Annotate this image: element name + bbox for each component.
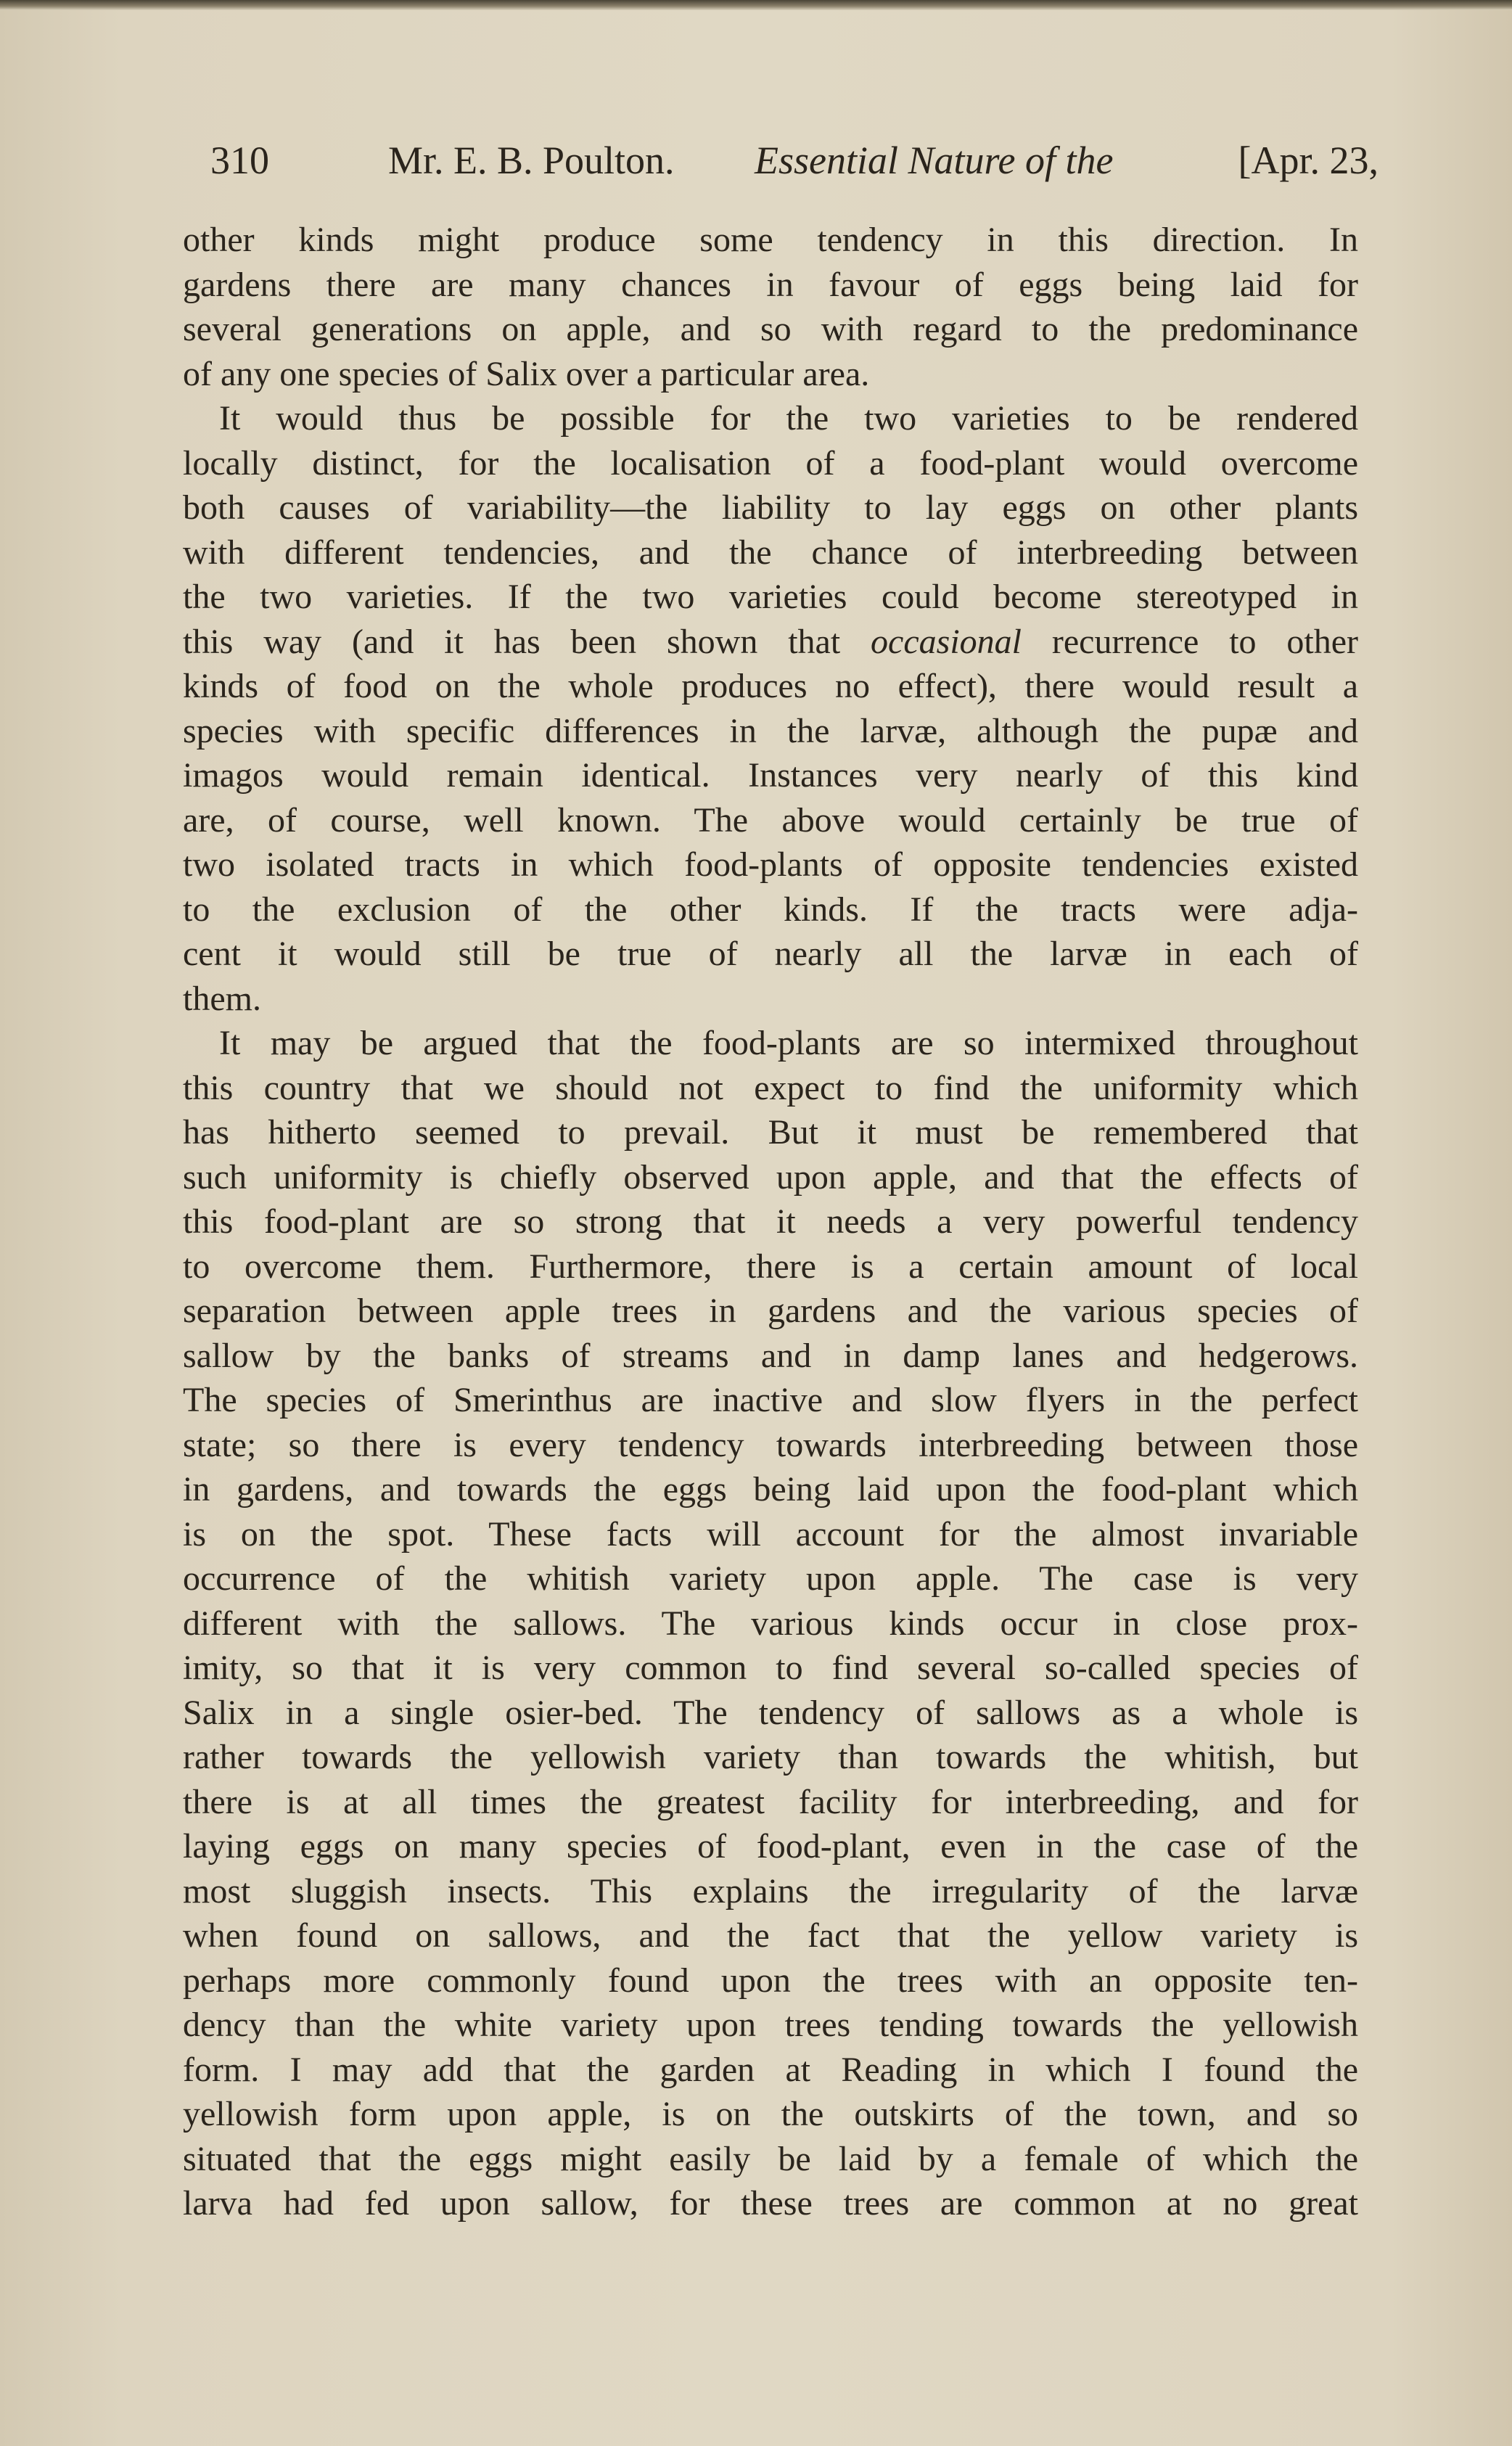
text-line: there is at all times the greatest facility for interbreeding, and for xyxy=(183,1782,1358,1821)
text-line: to overcome them. Furthermore, there is a certain amount of local xyxy=(183,1247,1358,1286)
text-line: two isolated tracts in which food-plants of opposite tendencies existed xyxy=(183,845,1358,884)
body-text xyxy=(183,218,1358,2226)
text-fragment: recurrence to other xyxy=(1051,622,1358,661)
text-line: state; so there is every tendency towards interbreeding between those xyxy=(183,1425,1358,1464)
text-line: sallow by the banks of streams and in damp lanes and hedgerows. xyxy=(183,1336,1358,1375)
text-line: separation between apple trees in gardens and the various species of xyxy=(183,1292,1358,1330)
text-line: perhaps more commonly found upon the trees with an opposite ten- xyxy=(183,1961,1358,2000)
text-line: occurrence of the whitish variety upon apple. The case is very xyxy=(183,1559,1358,1598)
text-line: several generations on apple, and so with regard to the predominance xyxy=(183,310,1358,348)
page-number: 310 xyxy=(210,139,269,182)
text-line: locally distinct, for the localisation of a food-plant would overcome xyxy=(183,443,1358,483)
text-fragment: this way (and it has been shown that xyxy=(183,622,841,661)
header-author: Mr. E. B. Poulton. xyxy=(388,139,675,182)
italic-word: occasional xyxy=(871,622,1022,661)
text-line: rather towards the yellowish variety than towards the whitish, but xyxy=(183,1738,1358,1776)
text-line: larva had fed upon sallow, for these trees are common at no great xyxy=(183,2184,1358,2223)
paragraph-start-line: It would thus be possible for the two varieties to be rendered xyxy=(219,399,1358,438)
header-date: [Apr. 23, xyxy=(1238,139,1379,182)
text-line: gardens there are many chances in favour of eggs being laid for xyxy=(183,265,1358,304)
text-line: when found on sallows, and the fact that the yellow variety is xyxy=(183,1916,1358,1955)
paragraph-start-line: It may be argued that the food-plants are so intermixed throughout xyxy=(219,1024,1358,1062)
text-line-with-italic xyxy=(183,620,1358,665)
text-line: of any one species of Salix over a particular area. xyxy=(183,354,870,393)
text-line: cent it would still be true of nearly all the larvæ in each of xyxy=(183,935,1358,973)
text-line: yellowish form upon apple, is on the outskirts of the town, and so xyxy=(183,2095,1358,2133)
text-line: species with specific differences in the larvæ, although the pupæ and xyxy=(183,711,1358,750)
text-line: imagos would remain identical. Instances very nearly of this kind xyxy=(183,756,1358,795)
text-line: Salix in a single osier-bed. The tendency of sallows as a whole is xyxy=(183,1693,1358,1732)
text-line: dency than the white variety upon trees tending towards the yellowish xyxy=(183,2006,1358,2044)
page-top-edge xyxy=(0,0,1512,10)
text-line: such uniformity is chiefly observed upon apple, and that the effects of xyxy=(183,1157,1358,1197)
text-line: them. xyxy=(183,979,261,1018)
text-line: this food-plant are so strong that it needs a very powerful tendency xyxy=(183,1202,1358,1241)
text-line: with different tendencies, and the chance of interbreeding between xyxy=(183,533,1358,572)
text-line: are, of course, well known. The above would certainly be true of xyxy=(183,800,1358,840)
running-header xyxy=(210,138,1379,196)
text-line: other kinds might produce some tendency in this direction. In xyxy=(183,221,1358,259)
text-line: in gardens, and towards the eggs being laid upon the food-plant which xyxy=(183,1470,1358,1509)
text-line: imity, so that it is very common to find several so-called species of xyxy=(183,1649,1358,1687)
text-line: has hitherto seemed to prevail. But it must be remembered that xyxy=(183,1113,1358,1152)
text-line: both causes of variability—the liability to lay eggs on other plants xyxy=(183,488,1358,527)
text-line: laying eggs on many species of food-plant, even in the case of the xyxy=(183,1827,1358,1866)
text-line: form. I may add that the garden at Reading in which I found the xyxy=(183,2050,1358,2089)
text-line: this country that we should not expect to find the uniformity which xyxy=(183,1068,1358,1107)
text-line: The species of Smerinthus are inactive and slow flyers in the perfect xyxy=(183,1381,1358,1419)
text-line: different with the sallows. The various kinds occur in close prox- xyxy=(183,1604,1358,1643)
header-title: Essential Nature of the xyxy=(755,139,1114,182)
text-line: situated that the eggs might easily be laid by a female of which the xyxy=(183,2139,1358,2178)
text-line: most sluggish insects. This explains the irregularity of the larvæ xyxy=(183,1871,1358,1911)
text-line: is on the spot. These facts will account for the almost invariable xyxy=(183,1514,1358,1554)
text-line: the two varieties. If the two varieties could become stereotyped in xyxy=(183,578,1358,616)
text-line: to the exclusion of the other kinds. If the tracts were adja- xyxy=(183,890,1358,929)
text-line: kinds of food on the whole produces no effect), there would result a xyxy=(183,667,1358,705)
